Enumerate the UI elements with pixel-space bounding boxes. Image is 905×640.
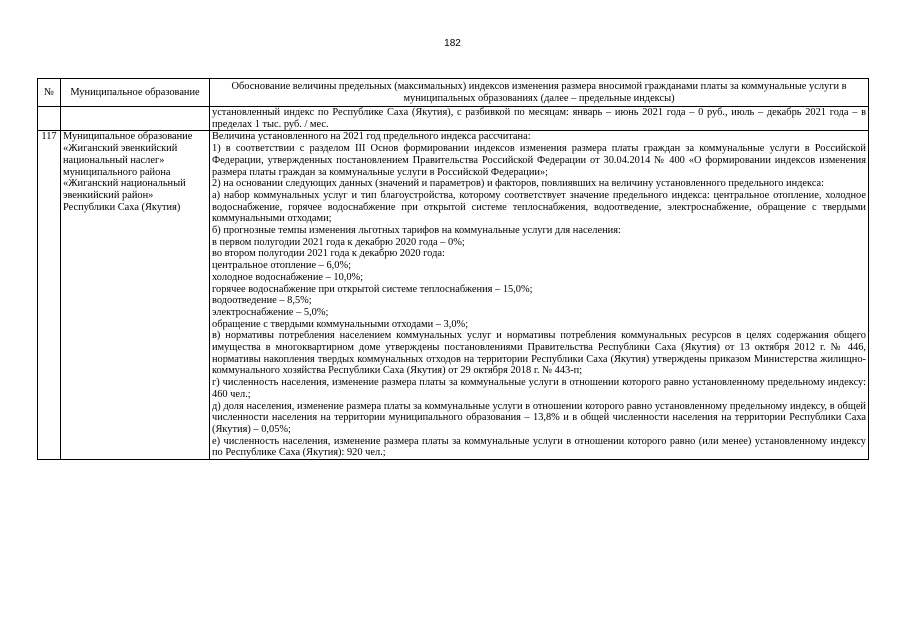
justification-paragraph: Величина установленного на 2021 год предельного индекса рассчитана: bbox=[212, 131, 531, 143]
justification-paragraph: в) нормативы потребления населением коммунальных услуг и нормативы потребления коммунальных ресурсов в целях содержания общего имущества в многоквартирном доме утверждены постановлениями Правительства Республики Саха (Якутия) от 13 октября 2012 г. № 446, нормативы накопления твердых коммунальных отходов на территории Республики Саха (Якутия) утверждены приказом Министерства жилищно-коммунального хозяйства Республики Саха (Якутия) от 29 октября 2018 г. № 443-п; bbox=[212, 330, 866, 377]
justification-paragraph: е) численность населения, изменение размера платы за коммунальные услуги в отношении которого равно (или менее) установленному индексу по Республике Саха (Якутия): 920 чел.; bbox=[212, 435, 866, 459]
justification-paragraph: обращение с твердыми коммунальными отходами – 3,0%; bbox=[212, 318, 469, 330]
municipality-cell bbox=[61, 107, 210, 131]
justification-cell bbox=[210, 131, 869, 460]
justification-paragraph: горячее водоснабжение при открытой системе теплоснабжения – 15,0%; bbox=[212, 283, 533, 295]
justification-paragraph: д) доля населения, изменение размера платы за коммунальные услуги в отношении которого равно установленному предельному индексу, в общей численности населения на территории муниципального образования – 13,8% и в общей численности населения на территории Республики Саха (Якутия) – 0,05%; bbox=[212, 400, 866, 435]
justification-paragraph: холодное водоснабжение – 10,0%; bbox=[212, 271, 364, 283]
table-row-117 bbox=[38, 131, 869, 460]
header-municipality: Муниципальное образование bbox=[61, 79, 210, 107]
justification-paragraph: водоотведение – 8,5%; bbox=[212, 295, 312, 307]
header-number: № bbox=[38, 79, 61, 107]
justification-paragraph: во втором полугодии 2021 года к декабрю 2020 года: bbox=[212, 248, 445, 260]
justification-paragraph: электроснабжение – 5,0%; bbox=[212, 306, 329, 318]
row-number-cell bbox=[38, 107, 61, 131]
justification-paragraph: а) набор коммунальных услуг и тип благоустройства, которому соответствует значение предельного индекса: центральное отопление, холодное водоснабжение, горячее водоснабжение при открытой системе теплоснабжения, водоотведение, электроснабжение, обращение с твердыми коммунальными отходами; bbox=[212, 189, 866, 225]
justification-paragraph: 2) на основании следующих данных (значений и параметров) и факторов, повлиявших на величину установленного предельного индекса: bbox=[212, 178, 825, 190]
justification-paragraph: установленный индекс по Республике Саха (Якутия), с разбивкой по месяцам: январь – июнь 2021 года – 0 руб., июль – декабрь 2021 года – в пределах 1 тыс. руб. / мес. bbox=[212, 107, 866, 130]
justification-paragraph: центральное отопление – 6,0%; bbox=[212, 260, 351, 272]
justification-paragraph: б) прогнозные темпы изменения льготных тарифов на коммунальные услуги для населения: bbox=[212, 225, 621, 237]
justification-paragraph: в первом полугодии 2021 года к декабрю 2020 года – 0%; bbox=[212, 236, 465, 248]
justification-cell bbox=[210, 107, 869, 131]
indices-table bbox=[37, 78, 869, 460]
table-row-continuation bbox=[38, 107, 869, 131]
justification-paragraph: 1) в соответствии с разделом III Основ формировании индексов изменения размера платы граждан за коммунальные услуги в Российской Федерации, утвержденных постановлением Правительства Российской Федерации от 30.04.2014 № 400 «О формировании индексов изменения размера платы граждан за коммунальные услуги в Российской Федерации»; bbox=[212, 143, 866, 178]
header-justification: Обоснование величины предельных (максимальных) индексов изменения размера вносимой гражданами платы за коммунальные услуги в муниципальных образованиях (далее – предельные индексы) bbox=[210, 79, 869, 107]
justification-paragraph: г) численность населения, изменение размера платы за коммунальные услуги в отношении которого равно установленному предельному индексу: 460 чел.; bbox=[212, 377, 866, 400]
page-number: 182 bbox=[444, 38, 461, 49]
table-header-row bbox=[38, 79, 869, 107]
row-number-cell: 117 bbox=[38, 131, 61, 460]
municipality-cell: Муниципальное образование «Жиганский эвенкийский национальный наслег» муниципального района «Жиганский национальный эвенкийский район» Республики Саха (Якутия) bbox=[61, 131, 210, 460]
